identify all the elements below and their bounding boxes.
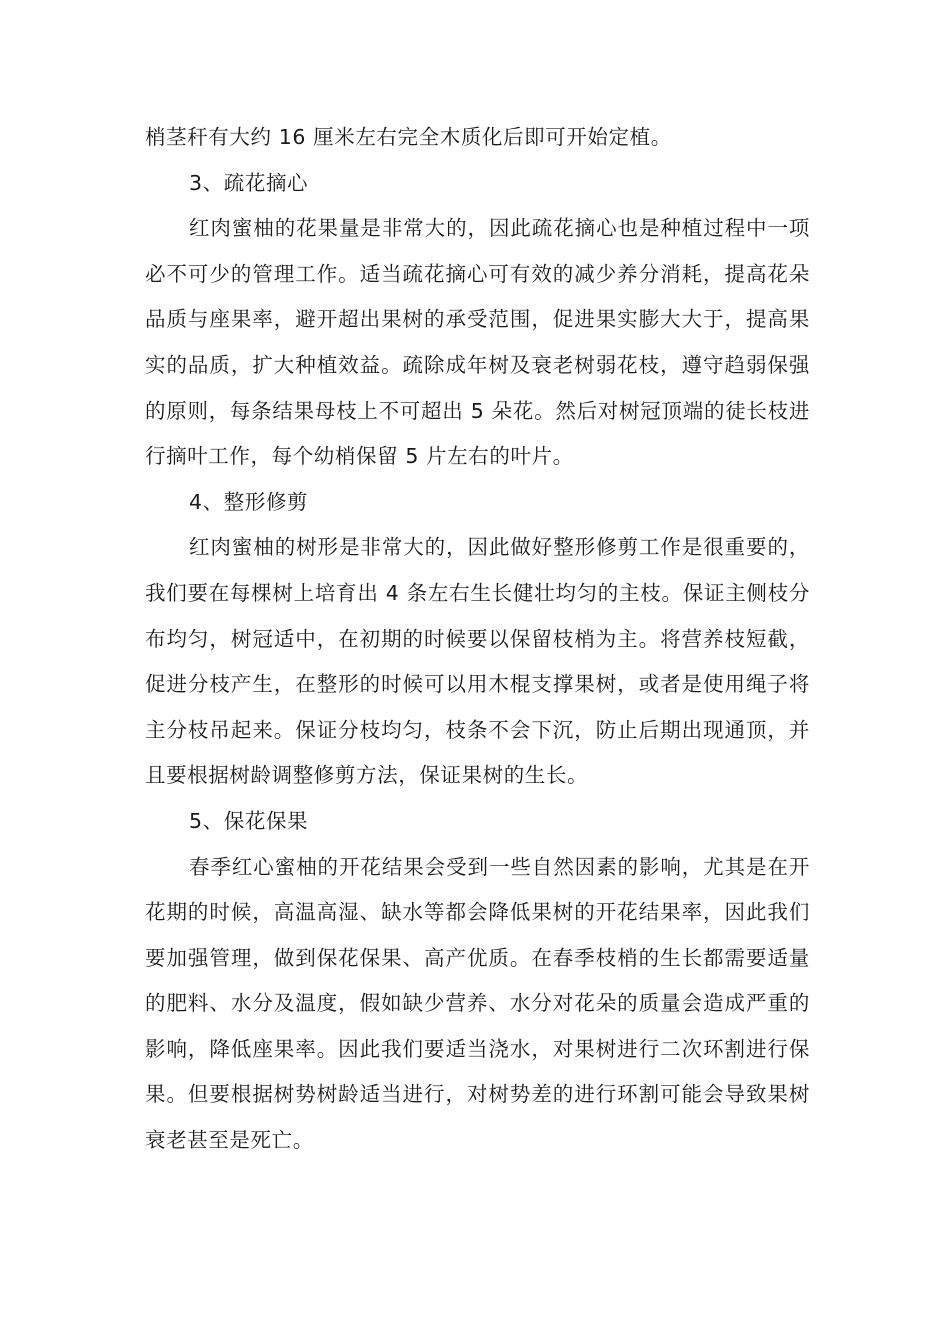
document-body [145, 115, 810, 1164]
section-heading-3: 3、疏花摘心 [189, 170, 309, 195]
paragraph-continued: 梢茎秆有大约 16 厘米左右完全木质化后即可开始定植。 [145, 125, 672, 149]
section-heading-5: 5、保花保果 [189, 808, 309, 833]
paragraph-flower-thinning: 红肉蜜柚的花果量是非常大的，因此疏花摘心也是种植过程中一项必不可少的管理工作。适当疏花摘心可有效的减少养分消耗，提高花朵品质与座果率，避开超出果树的承受范围，促进果实膨大大于，提高果实的品质，扩大种植效益。疏除成年树及衰老树弱花枝，遵守趋弱保强的原则，每条结果母枝上不可超出 5 朵花。然后对树冠顶端的徒长枝进行摘叶工作，每个幼梢保留 5 片左右的叶片。 [145, 216, 810, 469]
paragraph-flower-fruit-protection: 春季红心蜜柚的开花结果会受到一些自然因素的影响，尤其是在开花期的时候，高温高湿、缺水等都会降低果树的开花结果率，因此我们要加强管理，做到保花保果、高产优质。在春季枝梢的生长都需要适量的肥料、水分及温度，假如缺少营养、水分对花朵的质量会造成严重的影响，降低座果率。因此我们要适当浇水，对果树进行二次环割进行保果。但要根据树势树龄适当进行，对树势差的进行环割可能会导致果树衰老甚至是死亡。 [145, 854, 810, 1153]
paragraph-pruning: 红肉蜜柚的树形是非常大的，因此做好整形修剪工作是很重要的，我们要在每棵树上培育出 4 条左右生长健壮均匀的主枝。保证主侧枝分布均匀，树冠适中，在初期的时候要以保留枝梢为主。将营养枝短截，促进分枝产生，在整形的时候可以用木棍支撑果树，或者是使用绳子将主分枝吊起来。保证分枝均匀，枝条不会下沉，防止后期出现通顶，并且要根据树龄调整修剪方法，保证果树的生长。 [145, 535, 810, 788]
section-heading-4: 4、整形修剪 [189, 489, 309, 514]
